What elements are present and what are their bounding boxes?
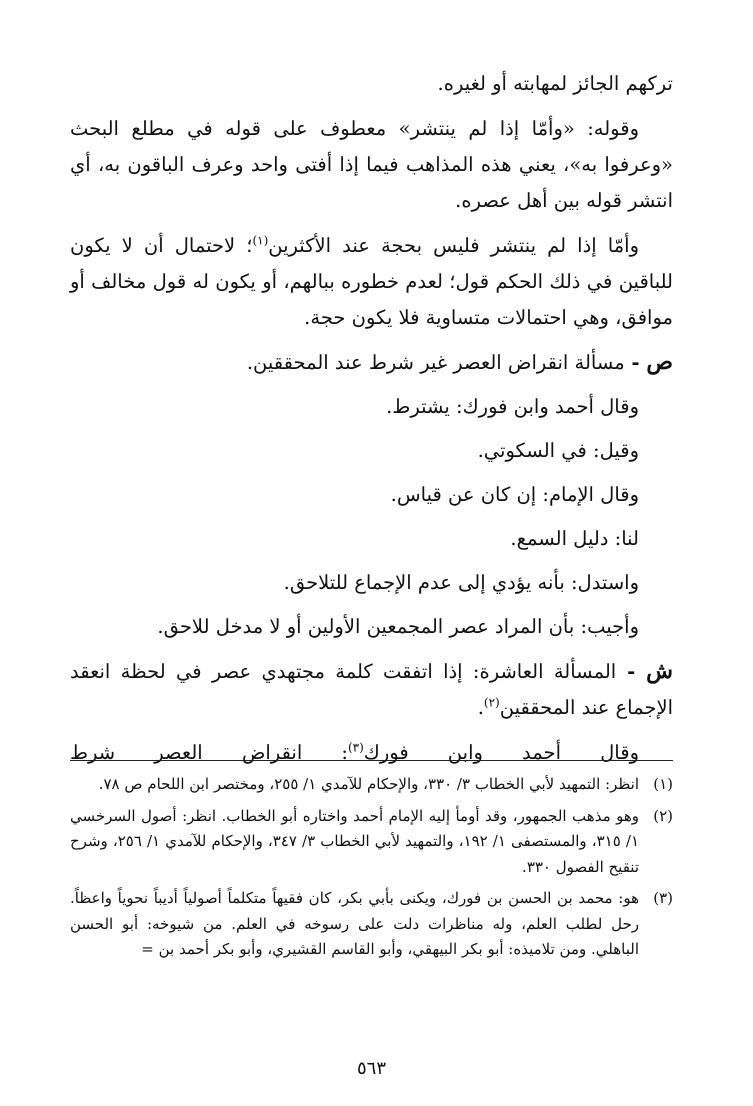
sharh-end: . [477,696,484,719]
book-page [70,0,673,1106]
paragraph-text: ؛ لاحتمال أن لا يكون للباقين في ذلك الحكم قول؛ لعدم خطوره ببالهم، أو يكون له قول مخالف أو موافق، وهي احتمالات متساوية فلا يكون حجة. [70,234,673,329]
footnote-ref: (٣) [347,740,364,755]
matn-line: وقيل: في السكوتي. [477,439,639,462]
paragraph-last-line [70,735,673,771]
page-number: ٥٦٣ [356,1058,386,1079]
footnotes [70,772,673,969]
footnote-separator [70,760,673,761]
matn-block [70,345,673,644]
matn-line: وقال الإمام: إن كان عن قياس. [390,483,639,506]
footnote-text: انظر: التمهيد لأبي الخطاب ٣/ ٣٣٠، والإحكام للآمدي ١/ ٢٥٥، ومختصر ابن اللحام ص ٧٨. [98,775,639,793]
footnote [70,772,673,798]
matn-line: وأجيب: بأن المراد عصر المجمعين الأولين أو لا مدخل للاحق. [157,615,639,638]
footnote-text: وهو مذهب الجمهور، وقد أومأ إليه الإمام أحمد واختاره أبو الخطاب. انظر: أصول السرخسي ١/ ٣١٥، والمستصفى ١/ ١٩٢، والتمهيد لأبي الخطاب ٣/ ٣٤٧، والإحكام للآمدي ١/ ٢٥٦، وشرح تنقيح الفصول ٣٣٠. [70,806,639,876]
sharh-marker: ش [646,658,674,684]
matn-text: مسألة انقراض العصر غير شرط عند المحققين. [246,351,625,374]
paragraph: تركهم الجائز لمهابته أو لغيره. [437,72,673,95]
paragraph [70,228,673,336]
footnote-text: هو: محمد بن الحسن بن فورك، ويكنى بأبي بكر، كان فقيهاً متكلماً أصولياً أديباً نحوياً واعظاً. رحل لطلب العلم، وله مناظرات دلت على رسوخه في العلم. من شيوخه: أبو الحسن الباهلي. ومن تلاميذه: أبو بكر البيهقي، وأبو القاسم القشيري، وأبو بكر أحمد بن = [70,889,639,958]
paragraph-text: : انقراض العصر شرط [70,741,348,764]
footnote-ref: (١) [252,233,269,248]
paragraph-text: وأمّا إذا لم ينتشر فليس بحجة عند الأكثرين [268,234,639,257]
footnote-number: (٣) [653,889,673,907]
matn-line: ص - مسألة انقراض العصر غير شرط عند المحققين. [246,349,673,375]
sharh-text: المسألة العاشرة: إذا اتفقت كلمة مجتهدي عصر في لحظة انعقد الإجماع عند المحققين [70,660,673,719]
paragraph-text: وقال أحمد وابن فورك [363,741,639,764]
matn-line: واستدل: بأنه يؤدي إلى عدم الإجماع للتلاحق. [283,571,639,594]
footnote [70,886,673,963]
matn-line: لنا: دليل السمع. [510,527,639,550]
paragraph: وقوله: «وأمّا إذا لم ينتشر» معطوف على قوله في مطلع البحث «وعرفوا به»، يعني هذه المذاهب فيما إذا أفتى واحد وعرف الباقون به، أي انتشر قوله بين أهل عصره. [70,117,673,212]
footnote [70,804,673,881]
matn-marker: ص [646,349,673,375]
footnote-number: (٢) [653,806,673,825]
main-text [70,66,673,780]
matn-line: وقال أحمد وابن فورك: يشترط. [386,395,639,418]
footnote-number: (١) [653,775,673,793]
sharh-paragraph: ش - المسألة العاشرة: إذا اتفقت كلمة مجتهدي عصر في لحظة انعقد الإجماع عند المحققين$^{(٢)}$. [70,658,674,719]
footnote-ref: (٢) [483,695,500,710]
